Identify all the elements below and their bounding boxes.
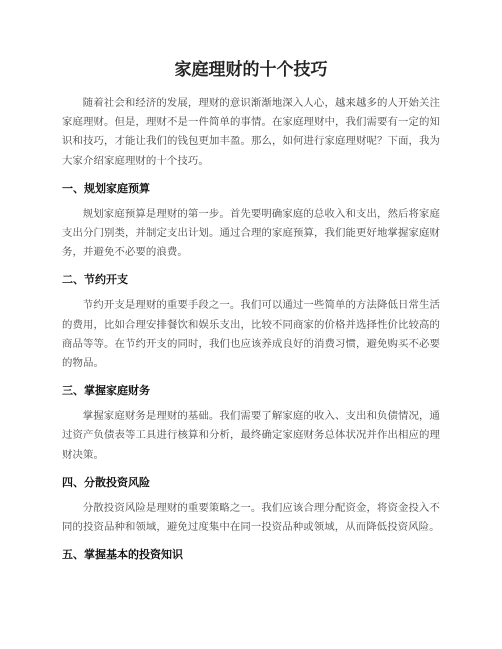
section-body: 分散投资风险是理财的重要策略之一。我们应该合理分配资金，将资金投入不同的投资品种和领域，避免过度集中在同一投资品种或领域，从而降低投资风险。 (62, 501, 440, 534)
section-1 (62, 181, 440, 263)
section-3 (62, 383, 440, 465)
section-5 (62, 547, 440, 563)
section-body: 掌握家庭财务是理财的基础。我们需要了解家庭的收入、支出和负债情况，通过资产负债表等工具进行核算和分析，最终确定家庭财务总体状况并作出相应的理财决策。 (62, 410, 440, 461)
section-heading: 三、掌握家庭财务 (62, 384, 150, 398)
section-body: 节约开支是理财的重要手段之一。我们可以通过一些简单的方法降低日常生活的费用，比如合理安排餐饮和娱乐支出，比较不同商家的价格并选择性价比较高的商品等等。在节约开支的同时，我们也应该养成良好的消费习惯，避免购买不必要的物品。 (62, 299, 440, 370)
section-body: 规划家庭预算是理财的第一步。首先要明确家庭的总收入和支出，然后将家庭支出分门别类，并制定支出计划。通过合理的家庭预算，我们能更好地掌握家庭财务，并避免不必要的浪费。 (62, 207, 440, 259)
section-2 (62, 272, 440, 373)
section-4 (62, 475, 440, 537)
section-heading: 五、掌握基本的投资知识 (62, 548, 183, 562)
section-heading: 二、节约开支 (62, 273, 128, 287)
document-title: 家庭理财的十个技巧 (174, 60, 328, 80)
section-heading: 四、分散投资风险 (62, 475, 150, 489)
section-heading: 一、规划家庭预算 (62, 181, 150, 195)
intro-paragraph: 随着社会和经济的发展，理财的意识渐渐地深入人心，越来越多的人开始关注家庭理财。但是，理财不是一件简单的事情。在家庭理财中，我们需要有一定的知识和技巧，才能让我们的钱包更加丰盈。那么，如何进行家庭理财呢？下面，我为大家介绍家庭理财的十个技巧。 (62, 97, 440, 167)
